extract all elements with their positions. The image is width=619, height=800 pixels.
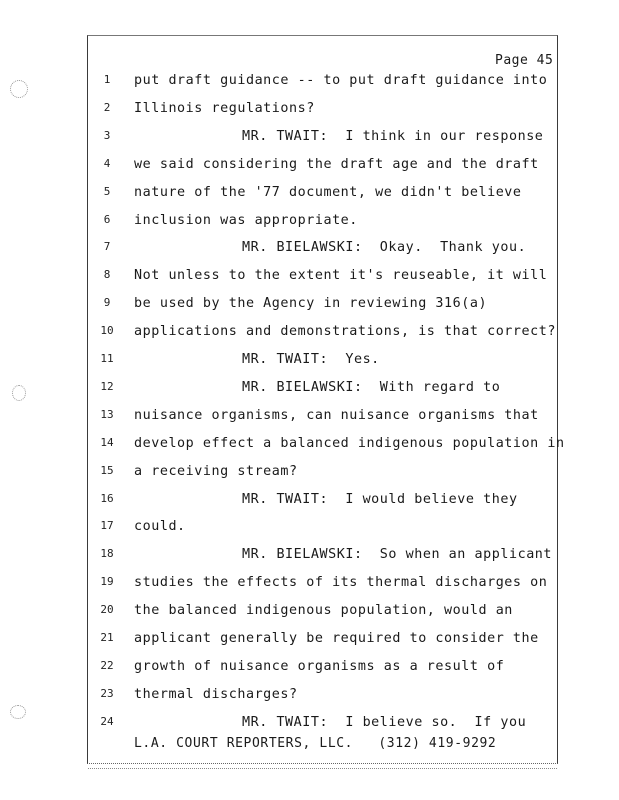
line-text: applicant generally be required to consider the (134, 631, 539, 646)
line-number: 10 (100, 324, 114, 338)
line-number: 21 (100, 631, 114, 644)
line-number: 22 (100, 658, 114, 672)
punch-hole-middle (12, 385, 26, 401)
line-number: 13 (100, 407, 114, 421)
line-number: 19 (100, 575, 114, 589)
line-number: 9 (103, 296, 111, 310)
line-text: the balanced indigenous population, would an (134, 603, 513, 619)
line-number: 1 (103, 73, 111, 86)
line-text: nuisance organisms, can nuisance organisms that (134, 407, 539, 423)
line-number: 6 (103, 212, 111, 226)
line-number: 2 (103, 100, 111, 114)
line-text: Illinois regulations? (134, 100, 315, 116)
line-number: 14 (100, 435, 114, 449)
line-number: 4 (103, 156, 111, 170)
line-text: put draft guidance -- to put draft guidance into (134, 73, 548, 88)
line-text: nature of the '77 document, we didn't believe (134, 184, 522, 200)
line-text: we said considering the draft age and the draft (134, 156, 539, 172)
line-text: be used by the Agency in reviewing 316(a) (134, 296, 488, 312)
line-text: MR. TWAIT: I would believe they (242, 491, 518, 507)
line-number: 17 (100, 519, 114, 533)
line-text: MR. TWAIT: Yes. (242, 352, 380, 367)
line-number: 16 (100, 491, 114, 505)
line-number: 20 (100, 603, 114, 617)
line-text: a receiving stream? (134, 463, 298, 479)
line-text: thermal discharges? (134, 686, 298, 702)
line-text: MR. BIELAWSKI: Okay. Thank you. (242, 240, 527, 256)
line-text: applications and demonstrations, is that correct? (134, 324, 556, 340)
line-number: 24 (100, 714, 114, 728)
line-text: Not unless to the extent it's reuseable, it will (134, 268, 548, 284)
line-text: MR. TWAIT: I think in our response (242, 128, 544, 144)
line-number: 5 (103, 184, 111, 198)
line-number: 12 (100, 379, 114, 393)
line-text: develop effect a balanced indigenous population in (134, 435, 565, 451)
line-text: MR. BIELAWSKI: So when an applicant (242, 547, 553, 563)
line-text: growth of nuisance organisms as a result of (134, 658, 505, 674)
line-text: could. (134, 519, 186, 535)
line-number: 3 (103, 128, 111, 142)
line-number: 7 (103, 240, 111, 254)
line-number: 8 (103, 268, 111, 282)
reporter-footer: L.A. COURT REPORTERS, LLC. (312) 419-9292 (134, 736, 497, 751)
line-number: 15 (100, 463, 114, 477)
punch-hole-top (10, 80, 28, 98)
line-text: MR. BIELAWSKI: With regard to (242, 379, 501, 395)
page-number: Page 45 (495, 53, 554, 68)
line-number: 18 (100, 547, 114, 561)
line-text: inclusion was appropriate. (134, 212, 358, 228)
line-text: studies the effects of its thermal discharges on (134, 575, 548, 591)
line-number: 11 (100, 352, 114, 365)
line-number: 23 (100, 686, 114, 700)
punch-hole-bottom (10, 705, 26, 719)
line-text: MR. TWAIT: I believe so. If you (242, 714, 527, 730)
transcript-page-frame (87, 35, 558, 764)
